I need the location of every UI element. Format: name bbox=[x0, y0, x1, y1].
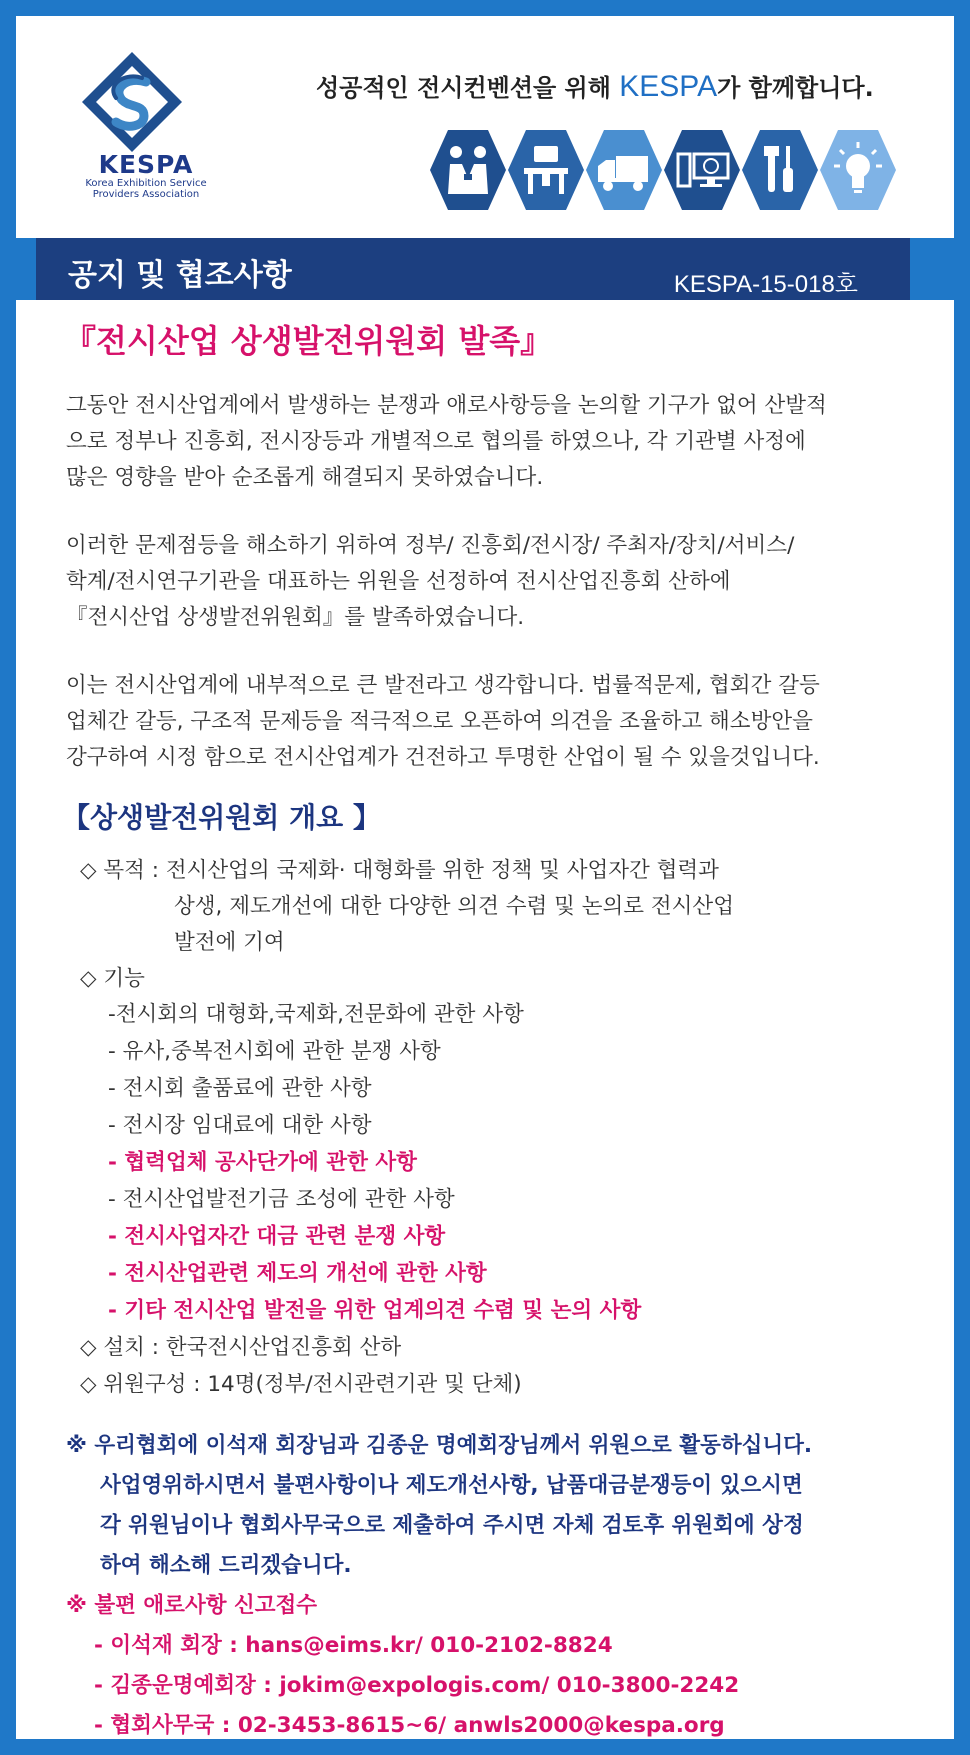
slogan-pre: 성공적인 전시컨벤션을 위해 bbox=[316, 74, 620, 102]
paragraph-line: 이는 전시산업계에 내부적으로 큰 발전라고 생각합니다. 법률적문제, 협회간 갈등 bbox=[66, 673, 820, 698]
header bbox=[16, 16, 954, 236]
banner-cap-left bbox=[16, 238, 36, 300]
paragraph-3 bbox=[66, 668, 926, 776]
purpose-line-1: ◇ 목적 : 전시산업의 국제화· 대형화를 위한 정책 및 사업자간 협력과 bbox=[80, 858, 719, 883]
contact-line[interactable]: - 이석재 회장 : hans@eims.kr/ 010-2102-8824 bbox=[94, 1633, 613, 1658]
logo-name: KESPA bbox=[98, 150, 194, 179]
function-item-highlight: - 협력업체 공사단가에 관한 사항 bbox=[108, 1150, 417, 1175]
member-note-line: ※ 우리협회에 이석재 회장님과 김종운 명예회장님께서 위원으로 활동하십니다. bbox=[66, 1433, 813, 1458]
tools-icon bbox=[740, 128, 820, 212]
member-note-line: 각 위원님이나 협회사무국으로 제출하여 주시면 자체 검토후 위원회에 상정 bbox=[100, 1513, 804, 1538]
service-icons bbox=[428, 128, 948, 212]
paragraph-line: 학계/전시연구기관을 대표하는 위원을 선정하여 전시산업진흥회 산하에 bbox=[66, 569, 731, 594]
banner-cap-right bbox=[910, 238, 954, 300]
function-item: -전시회의 대형화,국제화,전문화에 관한 사항 bbox=[108, 1002, 524, 1027]
function-item: - 전시장 임대료에 대한 사항 bbox=[108, 1113, 372, 1138]
main-title: 『전시산업 상생발전위원회 발족』 bbox=[64, 322, 553, 360]
logo-text bbox=[76, 152, 216, 200]
truck-icon bbox=[584, 128, 664, 212]
members-line: ◇ 위원구성 : 14명(정부/전시관련기관 및 단체) bbox=[80, 1372, 522, 1397]
member-note-line: 사업영위하시면서 불편사항이나 제도개선사항, 납품대금분쟁등이 있으시면 bbox=[100, 1473, 803, 1498]
function-label: ◇ 기능 bbox=[80, 966, 145, 991]
paragraph-line: 강구하여 시정 함으로 전시산업계가 건전하고 투명한 산업이 될 수 있을것입니다. bbox=[66, 745, 820, 770]
paragraph-1 bbox=[66, 388, 926, 496]
function-item: - 전시산업발전기금 조성에 관한 사항 bbox=[108, 1187, 455, 1212]
notice-title: 공지 및 협조사항 bbox=[68, 258, 292, 293]
install-line: ◇ 설치 : 한국전시산업진흥회 산하 bbox=[80, 1335, 402, 1360]
lightbulb-icon bbox=[818, 128, 898, 212]
slogan-brand: KESPA bbox=[619, 70, 718, 103]
document-number: KESPA-15-018호 bbox=[673, 271, 858, 298]
contact-line[interactable]: - 김종운명예회장 : jokim@expologis.com/ 010-3800-2242 bbox=[94, 1673, 740, 1698]
function-item: - 전시회 출품료에 관한 사항 bbox=[108, 1076, 372, 1101]
paragraph-2 bbox=[66, 528, 926, 636]
paragraph-line: 많은 영향을 받아 순조롭게 해결되지 못하였습니다. bbox=[66, 465, 544, 490]
paragraph-line: 으로 정부나 진흥회, 전시장등과 개별적으로 협의를 하였으나, 각 기관별 사정에 bbox=[66, 429, 806, 454]
contact-line[interactable]: - 협회사무국 : 02-3453-8615~6/ anwls2000@kespa.org bbox=[94, 1713, 725, 1738]
logo-subtitle-1: Korea Exhibition Service bbox=[85, 178, 207, 189]
slogan bbox=[316, 68, 936, 104]
desk-icon bbox=[506, 128, 586, 212]
overview-title: 【상생발전위원회 개요 】 bbox=[62, 801, 381, 834]
paragraph-line: 그동안 전시산업계에서 발생하는 분쟁과 애로사항등을 논의할 기구가 없어 산발적 bbox=[66, 393, 827, 418]
member-note-line: 하여 해소해 드리겠습니다. bbox=[100, 1553, 352, 1578]
paragraph-line: 이러한 문제점등을 해소하기 위하여 정부/ 진흥회/전시장/ 주최자/장치/서비스/ bbox=[66, 533, 795, 558]
paragraph-line: 『전시산업 상생발전위원회』를 발족하였습니다. bbox=[66, 605, 525, 630]
function-item-highlight: - 전시산업관련 제도의 개선에 관한 사항 bbox=[108, 1261, 487, 1286]
paragraph-line: 업체간 갈등, 구조적 문제등을 적극적으로 오픈하여 의견을 조율하고 해소방안을 bbox=[66, 709, 813, 734]
purpose-line-2: 상생, 제도개선에 대한 다양한 의견 수렴 및 논의로 전시산업 bbox=[174, 894, 734, 919]
report-title: ※ 불편 애로사항 신고접수 bbox=[66, 1593, 318, 1618]
function-item-highlight: - 전시사업자간 대금 관련 분쟁 사항 bbox=[108, 1224, 446, 1249]
function-item-highlight: - 기타 전시산업 발전을 위한 업계의견 수렴 및 논의 사항 bbox=[108, 1298, 642, 1323]
slogan-post: 가 함께합니다. bbox=[717, 74, 874, 102]
computer-icon bbox=[662, 128, 742, 212]
notice-banner bbox=[16, 238, 954, 300]
logo-subtitle-2: Providers Association bbox=[92, 189, 200, 200]
handshake-icon bbox=[428, 128, 508, 212]
purpose-line-3: 발전에 기여 bbox=[174, 930, 285, 955]
function-item: - 유사,중복전시회에 관한 분쟁 사항 bbox=[108, 1039, 441, 1064]
